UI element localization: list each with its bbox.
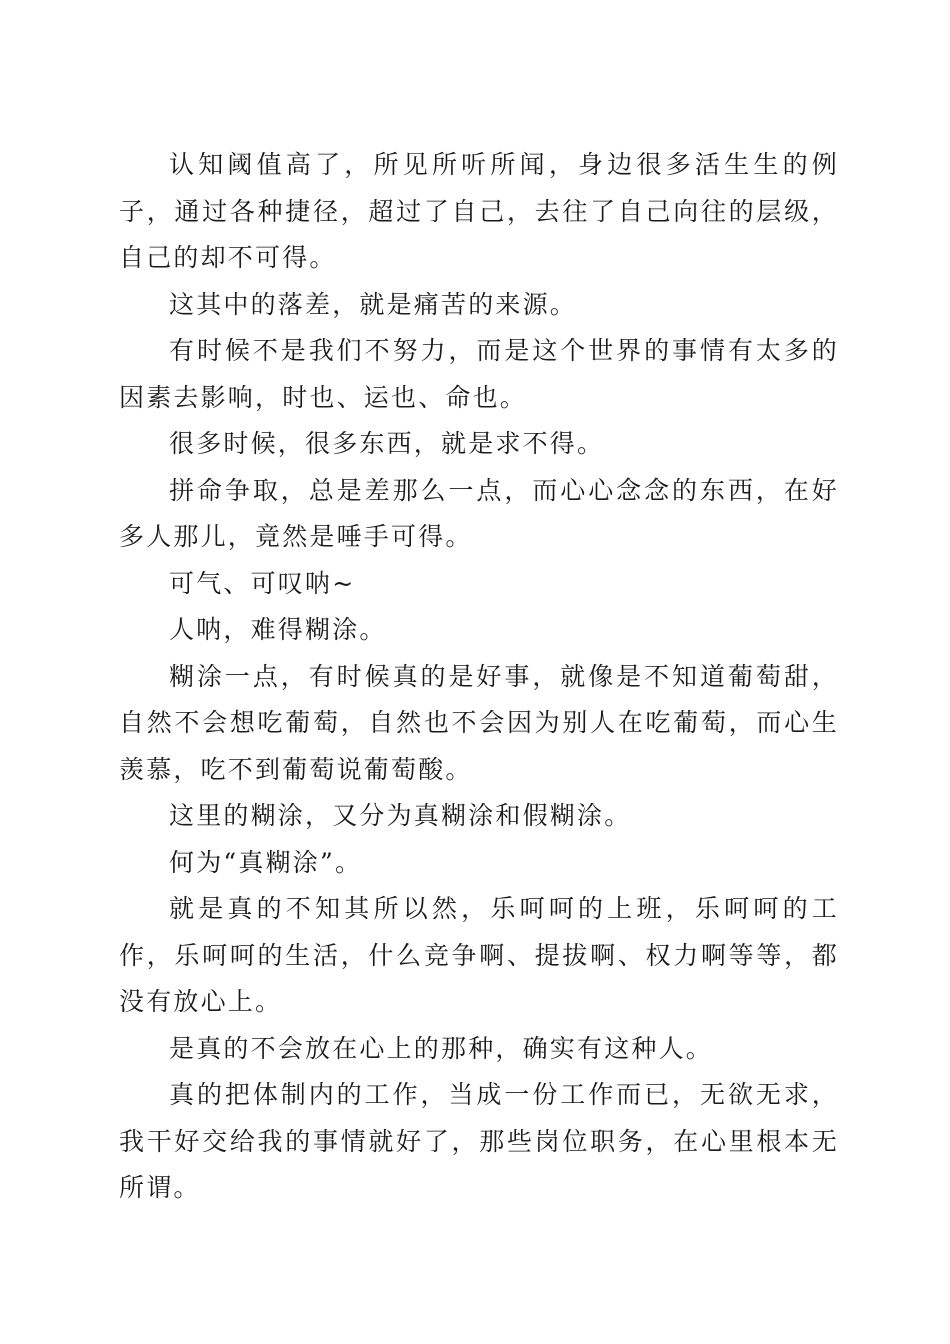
paragraph-2: 这其中的落差，就是痛苦的来源。 [169, 289, 578, 319]
paragraph-5: 拼命争取，总是差那么一点，而心心念念的东西，在好多人那儿，竟然是唾手可得。 [119, 475, 839, 551]
paragraph-4: 很多时候，很多东西，就是求不得。 [169, 429, 605, 458]
paragraph-9: 这里的糊涂，又分为真糊涂和假糊涂。 [169, 801, 632, 830]
document-body [119, 142, 839, 1212]
paragraph-13: 真的把体制内的工作，当成一份工作而已，无欲无求，我干好交给我的事情就好了，那些岗位职务，在心里根本无所谓。 [119, 1080, 839, 1202]
paragraph-3: 有时候不是我们不努力，而是这个世界的事情有太多的因素去影响，时也、运也、命也。 [119, 336, 839, 412]
paragraph-7: 人呐，难得糊涂。 [169, 615, 387, 644]
paragraph-10: 何为“真糊涂”。 [169, 847, 363, 877]
paragraph-6: 可气、可叹呐~ [169, 568, 356, 598]
paragraph-8: 糊涂一点，有时候真的是好事，就像是不知道葡萄甜，自然不会想吃葡萄，自然也不会因为别人在吃葡萄，而心生羡慕，吃不到葡萄说葡萄酸。 [119, 661, 839, 784]
paragraph-11: 就是真的不知其所以然，乐呵呵的上班，乐呵呵的工作，乐呵呵的生活，什么竞争啊、提拔啊、权力啊等等，都没有放心上。 [119, 894, 839, 1016]
paragraph-1: 认知阈值高了，所见所听所闻，身边很多活生生的例子，通过各种捷径，超过了自己，去往了自己向往的层级，自己的却不可得。 [119, 150, 839, 272]
paragraph-12: 是真的不会放在心上的那种，确实有这种人。 [169, 1033, 714, 1063]
